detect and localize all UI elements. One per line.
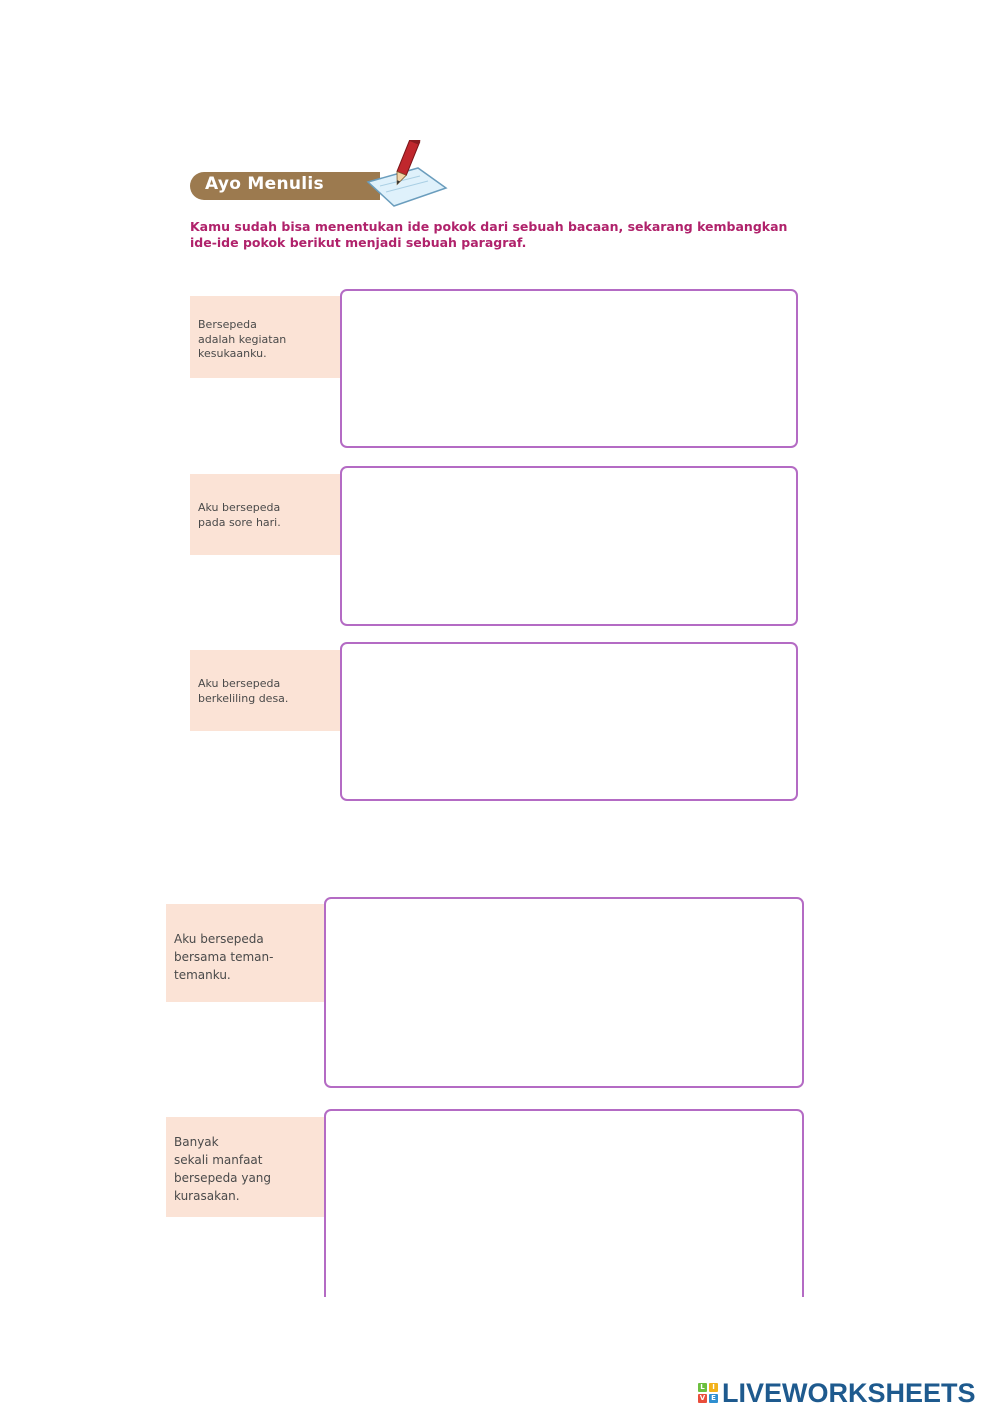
prompt-text-5: Banyak sekali manfaat bersepeda yang kurasakan.	[174, 1135, 272, 1203]
answer-box-3[interactable]	[340, 642, 798, 801]
prompt-text-2: Aku bersepeda pada sore hari.	[198, 501, 281, 529]
liveworksheets-logo[interactable]	[698, 1377, 976, 1409]
prompt-text-3: Aku bersepeda berkeliling desa.	[198, 677, 289, 705]
prompt-text-1: Bersepeda adalah kegiatan kesukaanku.	[198, 318, 287, 360]
answer-box-2[interactable]	[340, 466, 798, 626]
answer-box-5[interactable]	[324, 1109, 804, 1309]
brand-name: LIVEWORKSHEETS	[722, 1377, 976, 1408]
liveworksheets-logo-icon	[698, 1383, 718, 1403]
prompt-text-4: Aku bersepeda bersama teman- temanku.	[174, 932, 274, 982]
pencil-paper-icon	[360, 140, 450, 210]
logo-letter: E	[709, 1394, 718, 1403]
answer-box-1[interactable]	[340, 289, 798, 448]
logo-letter: I	[709, 1383, 718, 1392]
logo-letter: L	[698, 1383, 707, 1392]
page-crop-mask	[300, 1297, 820, 1327]
answer-box-4[interactable]	[324, 897, 804, 1088]
logo-letter: V	[699, 1394, 706, 1402]
instruction-text: Kamu sudah bisa menentukan ide pokok dari sebuah bacaan, sekarang kembangkan ide-ide pokok berikut menjadi sebuah paragraf.	[190, 219, 788, 250]
section-title: Ayo Menulis	[205, 174, 324, 194]
